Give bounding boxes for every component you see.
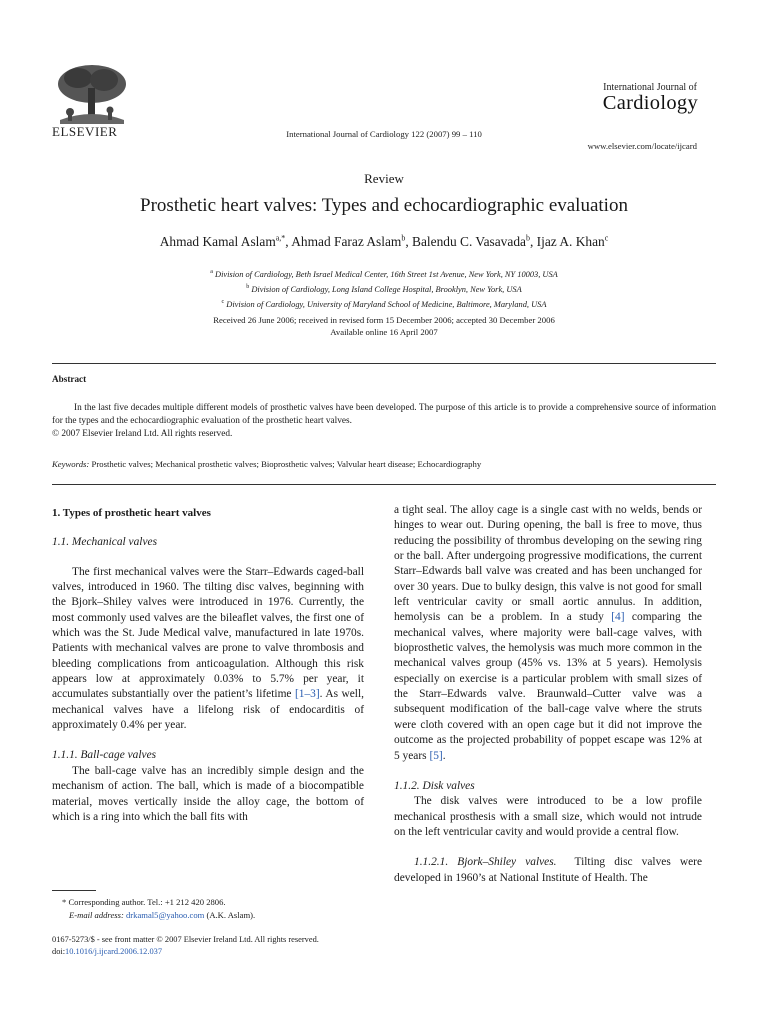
affiliation-mark: a: [210, 269, 213, 275]
subsubsection-heading: 1.1.2. Disk valves: [394, 779, 475, 792]
left-column: [52, 506, 364, 825]
journal-reference: International Journal of Cardiology 122 (2007) 99 – 110: [286, 129, 482, 139]
article-title: Prosthetic heart valves: Types and echocardiographic evaluation: [140, 195, 628, 216]
available-online: Available online 16 April 2007: [330, 327, 438, 337]
citation-link[interactable]: [4]: [611, 611, 625, 624]
journal-brand-title: Cardiology: [602, 92, 698, 114]
affiliation-line: [0, 266, 768, 281]
doi-link[interactable]: 10.1016/j.ijcard.2006.12.037: [65, 947, 163, 956]
author-separator: ,: [529, 234, 537, 249]
affiliation-mark: c: [221, 298, 225, 305]
author-separator: ,: [405, 234, 413, 249]
journal-brand-small: International Journal of: [603, 82, 697, 93]
run-in-heading: 1.1.2.1. Bjork–Shiley valves.: [414, 856, 557, 869]
issn-block: [52, 934, 412, 958]
journal-url[interactable]: www.elsevier.com/locate/ijcard: [587, 141, 697, 151]
author-list: [0, 234, 768, 250]
abstract-heading: Abstract: [52, 374, 87, 384]
publisher-wordmark: ELSEVIER: [52, 124, 118, 139]
author-name: Ahmad Faraz Aslam: [291, 234, 402, 249]
doi-label: doi:: [52, 947, 66, 956]
keywords: [52, 459, 716, 469]
email-link[interactable]: drkamal5@yahoo.com: [125, 909, 205, 920]
author-affiliation-mark: a,*: [275, 233, 286, 243]
article-dates: [0, 314, 768, 338]
article-type: Review: [364, 171, 404, 186]
footnote: [52, 896, 372, 921]
footnote-rule: [52, 890, 96, 891]
elsevier-tree-logo: [52, 62, 130, 132]
section-heading: 1. Types of prosthetic heart valves: [52, 507, 211, 519]
abstract-top-rule: [52, 363, 716, 364]
citation-link[interactable]: [5]: [429, 749, 443, 762]
issn-line: 0167-5273/$ - see front matter © 2007 Elsevier Ireland Ltd. All rights reserved.: [52, 935, 319, 944]
author-name: Ijaz A. Khan: [536, 234, 605, 249]
affiliation-line: [0, 281, 768, 296]
affiliation-line: [0, 296, 768, 311]
abstract-text: In the last five decades multiple different models of prosthetic valves have been developed. The purpose of this article is to provide a comprehensive source of information for the types and the echocardiographic evaluation of the prosthetic heart valves.: [52, 403, 716, 426]
author-separator: ,: [285, 234, 292, 249]
doi-line: [52, 946, 412, 958]
paragraph: The first mechanical valves were the Starr–Edwards caged-ball valves, introduced in 1960. The tilting disc valves, beginning with the Bjork–Shiley valves were introduced in 1976. Currently, the most commonly used valves are the bileaflet valves, the first one of which was the St. Jude Medical valve, manufactured in late 1970s. Patients with mechanical valves are prone to valve thrombosis and bleeding complications from anticoagulation. Although this risk appears low at approximately 0.03% to 5.7% per year, it accumulates substantially over the patient’s lifetime [1–3]. As well, mechanical valves have a lifelong risk of endocarditis of approximately 0.4% per year.: [52, 565, 364, 732]
paragraph: a tight seal. The alloy cage is a single cast with no welds, bends or hinges to wear out. During opening, the ball is free to move, thus reducing the possibility of thrombus developing on the sewing ring or the ball. After undergoing progressive modifications, the current Starr–Edwards ball valve was created and has been unchanged for over 30 years. Due to bulky design, this valve is not good for small left ventricular cavity or small aortic annulus. In addition, hemolysis can be a problem. In a study [4] comparing the mechanical valves, where majority were ball-cage valves, with bioprosthetic valves, the hemolysis was much more common in the mechanical valves group (45% vs. 13% at 5 years). Hemolysis especially on exercise is a particular problem with small sizes of the Starr–Edwards valve. Braunwald–Cutter valve was a subsequent modification of the ball-cage valve where the struts were cloth covered with an open cage but it did not improve the outcome as the projected probability of poppet escape was 12% at 5 years [5].: [394, 504, 702, 762]
affiliation-text: Division of Cardiology, Beth Israel Medical Center, 16th Street 1st Avenue, New York, NY 10003, USA: [215, 269, 558, 279]
abstract-body: [52, 402, 716, 440]
keywords-label: Keywords:: [52, 459, 90, 469]
paragraph: The disk valves were introduced to be a low profile mechanical prosthesis with a small size, which would not intrude on the left ventricular cavity and would provide a central flow.: [394, 795, 702, 838]
author-affiliation-mark: b: [525, 233, 530, 243]
email-label: E-mail address:: [69, 909, 124, 920]
author-affiliation-mark: b: [401, 233, 406, 243]
paragraph: The ball-cage valve has an incredibly simple design and the mechanism of action. The ball, which is made of a biocompatible material, moves vertically inside the alloy cage, the bottom of which is a ring into which the ball fits with: [52, 764, 364, 823]
subsubsection-heading: 1.1.1. Ball-cage valves: [52, 749, 157, 762]
subsection-heading: 1.1. Mechanical valves: [52, 536, 158, 549]
corresponding-author: * Corresponding author. Tel.: +1 212 420 2806.: [62, 897, 226, 907]
affiliation-text: Division of Cardiology, University of Maryland School of Medicine, Baltimore, Maryland, USA: [226, 299, 547, 309]
paragraph: 1.1.2.1. Bjork–Shiley valves. Tilting disc valves were developed in 1960’s at National Institute of Health. The: [394, 856, 702, 884]
affiliations: [0, 266, 768, 310]
author-name: Ahmad Kamal Aslam: [159, 234, 276, 249]
right-column: [394, 503, 702, 886]
author-name: Balendu C. Vasavada: [412, 234, 526, 249]
citation-link[interactable]: [1–3]: [294, 688, 320, 701]
received-dates: Received 26 June 2006; received in revised form 15 December 2006; accepted 30 December 2006: [213, 315, 555, 325]
affiliation-text: Division of Cardiology, Long Island College Hospital, Brooklyn, New York, USA: [251, 284, 522, 294]
author-affiliation-mark: c: [604, 233, 609, 243]
keywords-list: Prosthetic valves; Mechanical prosthetic valves; Bioprosthetic valves; Valvular heart disease; Echocardiography: [91, 459, 482, 469]
abstract-bottom-rule: [52, 484, 716, 485]
abstract-copyright: © 2007 Elsevier Ireland Ltd. All rights reserved.: [52, 428, 233, 439]
email-line: E-mail address: drkamal5@yahoo.com (A.K. Aslam).: [69, 909, 256, 920]
affiliation-mark: b: [246, 283, 250, 290]
